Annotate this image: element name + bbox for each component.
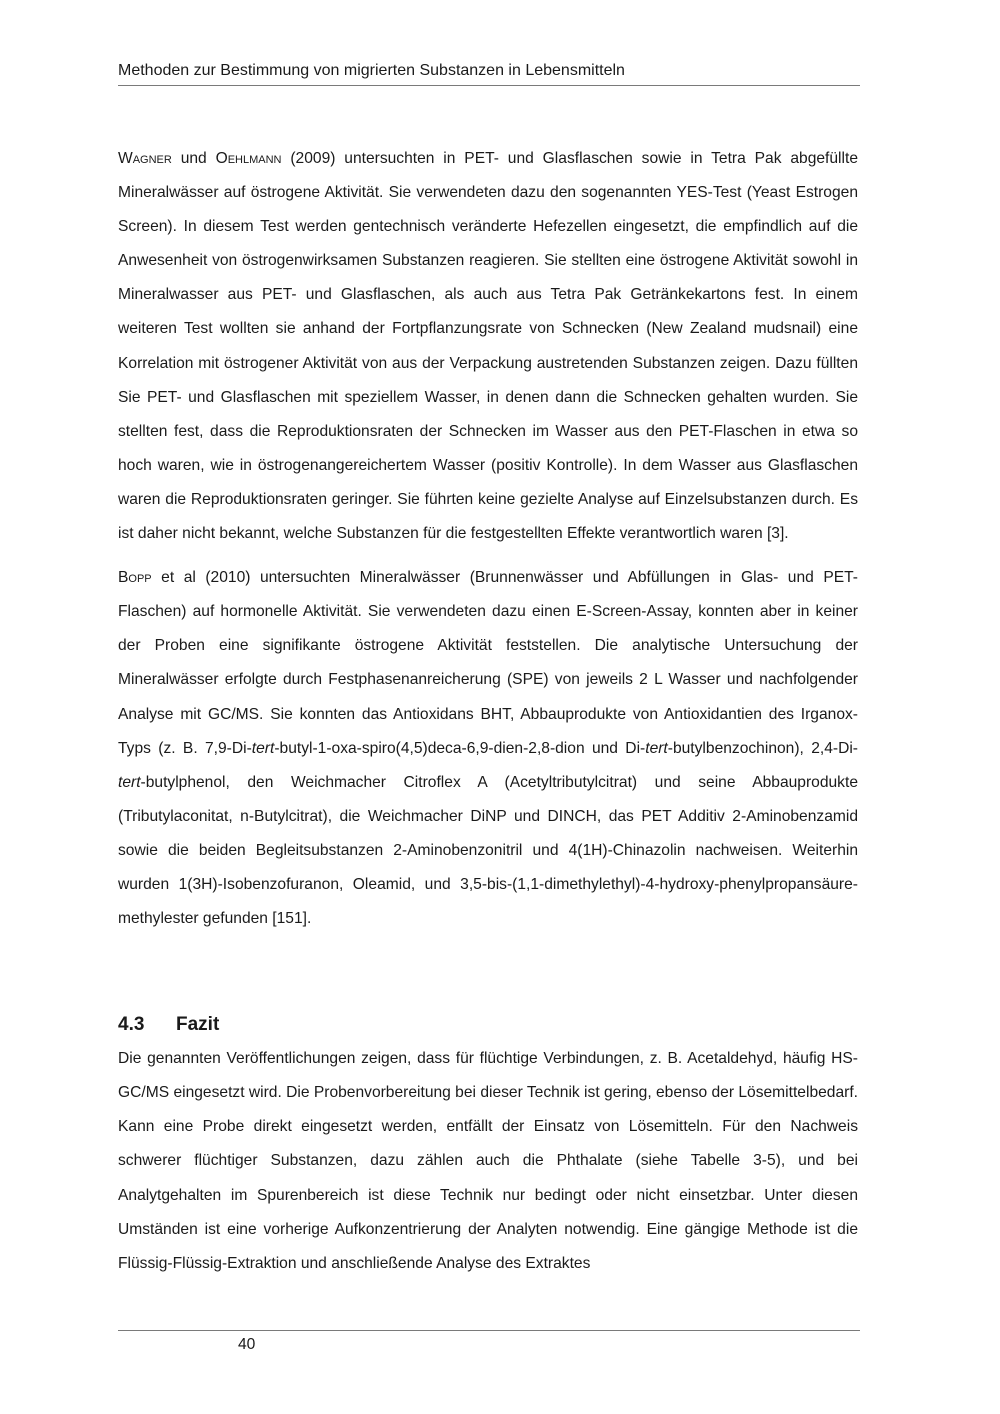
- paragraph-text: -butylphenol, den Weichmacher Citroflex A (Acetyltributylcitrat) und seine Abbauprodukte (Tributylaconitat, n-Butylcitrat), die Weichmacher DiNP und DINCH, das PET Additiv 2-Aminobenzamid sowie die beiden Begleitsubstanzen 2-Aminobenzonitril und 4(1H)-Chinazolin nachweisen. Weiterhin wurden 1(3H)-Isobenzofuranon, Oleamid, und 3,5-bis-(1,1-dimethylethyl)-4-hydroxy-phenylpropansäure-methylester gefunden [151].: [118, 773, 858, 928]
- author-name: Wagner: [118, 150, 172, 167]
- running-header-title: Methoden zur Bestimmung von migrierten Substanzen in Lebensmitteln: [118, 62, 625, 79]
- paragraph-text: (2009) untersuchten in PET- und Glasflaschen sowie in Tetra Pak abgefüllte Mineralwässer auf östrogene Aktivität. Sie verwendeten dazu den sogenannten YES-Test (Yeast Estrogen Screen). In diesem Test werden gentechnisch veränderte Hefezellen eingesetzt, die empfindlich auf die Anwesenheit von östrogenwirksamen Substanzen reagieren. Sie stellten eine östrogene Aktivität sowohl in Mineralwasser aus PET- und Glasflaschen, als auch aus Tetra Pak Getränkekartons fest. In einem weiteren Test wollten sie anhand der Fortpflanzungsrate von Schnecken (New Zealand mudsnail) eine Korrelation mit östrogener Aktivität von aus der Verpackung austretenden Substanzen zeigen. Dazu füllten Sie PET- und Glasflaschen mit speziellem Wasser, in denen dann die Schnecken gehalten wurden. Sie stellten fest, dass die Reproduktionsraten der Schnecken im Wasser aus den PET-Flaschen in etwa so hoch waren, wie in östrogenangereichertem Wasser (positiv Kontrolle). In dem Wasser aus Glasflaschen waren die Reproduktionsraten geringer. Sie führten keine gezielte Analyse auf Einzelsubstanzen durch. Es ist daher nicht bekannt, welche Substanzen für die festgestellten Effekte verantwortlich waren [3].: [118, 150, 858, 543]
- paragraph-wagner-oehlmann: [118, 142, 858, 551]
- section-number: 4.3: [118, 1014, 145, 1036]
- paragraph-text: -butylbenzochinon), 2,4-Di-: [667, 739, 858, 757]
- paragraph-text: et al (2010) untersuchten Mineralwässer (Brunnenwässer und Abfüllungen in Glas- und PET-Flaschen) auf hormonelle Aktivität. Sie verwendeten dazu einen E-Screen-Assay, konnten aber in keiner der Proben eine signifikante östrogene Aktivität feststellen. Die analytische Untersuchung der Mineralwässer erfolgte durch Festphasenanreicherung (SPE) von jeweils 2 L Wasser und nachfolgender Analyse mit GC/MS. Sie konnten das Antioxidans BHT, Abbauprodukte von Antioxidantien des Irganox-Typs (z. B. 7,9-Di-: [118, 569, 858, 757]
- author-name: Bopp: [118, 569, 152, 587]
- italic-term: tert: [251, 739, 275, 757]
- section-title: Fazit: [176, 1014, 220, 1036]
- paragraph-text: Die genannten Veröffentlichungen zeigen, dass für flüchtige Verbindungen, z. B. Acetaldehyd, häufig HS-GC/MS eingesetzt wird. Die Probenvorbereitung bei dieser Technik ist gering, ebenso der Lösemittelbedarf. Kann eine Probe direkt eingesetzt werden, entfällt der Einsatz von Lösemitteln. Für den Nachweis schwerer flüchtiger Substanzen, dazu zählen auch die Phthalate (siehe Tabelle 3-5), und bei Analytgehalten im Spurenbereich ist diese Technik nur bedingt oder nicht einsetzbar. Unter diesen Umständen ist eine vorherige Aufkonzentrierung der Analyten notwendig. Eine gängige Methode ist die Flüssig-Flüssig-Extraktion und anschließende Analyse des Extraktes: [118, 1050, 858, 1272]
- paragraph-text: und: [171, 150, 216, 167]
- italic-term: tert: [118, 773, 141, 791]
- paragraph-text: -butyl-1-oxa-spiro(4,5)deca-6,9-dien-2,8-dion und Di-: [274, 739, 646, 757]
- author-name: Oehlmann: [215, 150, 282, 167]
- paragraph-fazit: [118, 1042, 858, 1281]
- section-heading: [118, 1008, 858, 1042]
- italic-term: tert: [645, 739, 668, 757]
- paragraph-bopp: [118, 561, 858, 936]
- page-number: 40: [238, 1336, 256, 1353]
- running-header: [118, 60, 860, 86]
- footer-rule: [118, 1330, 860, 1331]
- page-content: [118, 142, 858, 1281]
